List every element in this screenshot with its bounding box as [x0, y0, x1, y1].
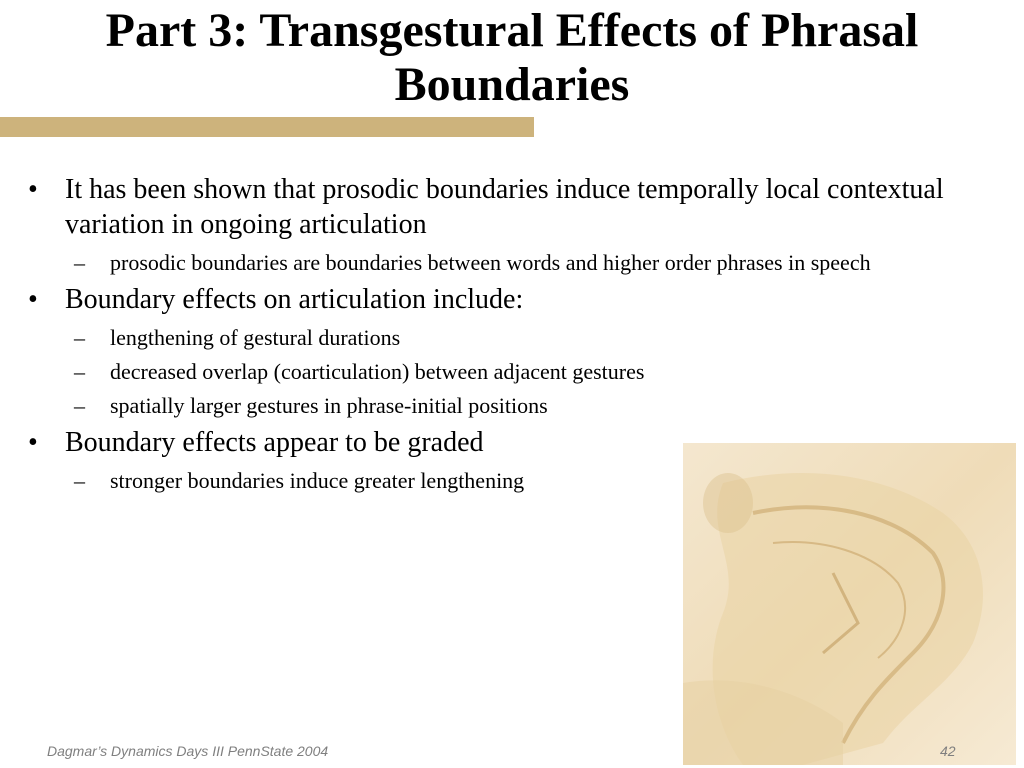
slide-title-line-2: Boundaries: [394, 58, 630, 111]
bullet-icon: •: [28, 427, 38, 458]
melting-clock-image: [683, 443, 1016, 765]
sub-bullet-text: lengthening of gestural durations: [110, 325, 401, 350]
bullet-text: Boundary effects appear to be graded: [65, 427, 484, 458]
dash-icon: –: [74, 393, 85, 418]
footer-text: Dagmar’s Dynamics Days III PennState 2004: [47, 743, 329, 759]
sub-bullet-text: decreased overlap (coarticulation) between adjacent gestures: [110, 359, 645, 384]
bullet-icon: •: [28, 174, 38, 205]
dash-icon: –: [74, 359, 85, 384]
bullet-text: Boundary effects on articulation include:: [65, 284, 524, 315]
bullet-item: [28, 282, 998, 317]
sub-bullet-item: [28, 323, 998, 352]
dash-icon: –: [74, 468, 85, 493]
clock-crown-shape: [703, 473, 753, 533]
title-accent-bar: [0, 117, 534, 137]
bullet-item: [28, 172, 998, 242]
slide-title-line-1: Part 3: Transgestural Effects of Phrasal: [105, 4, 919, 57]
slide-title: [0, 4, 1024, 112]
sub-bullet-text: prosodic boundaries are boundaries between words and higher order phrases in speech: [110, 250, 871, 275]
sub-bullet-item: [28, 391, 998, 420]
sub-bullet-item: [28, 357, 998, 386]
dash-icon: –: [74, 325, 85, 350]
page-number: 42: [940, 743, 956, 759]
bullet-icon: •: [28, 284, 38, 315]
sub-bullet-text: spatially larger gestures in phrase-initial positions: [110, 393, 548, 418]
dash-icon: –: [74, 250, 85, 275]
sub-bullet-text: stronger boundaries induce greater lengthening: [110, 468, 525, 493]
bullet-text: It has been shown that prosodic boundaries induce temporally local contextual variation in ongoing articulation: [65, 174, 944, 240]
sub-bullet-item: [28, 248, 998, 277]
